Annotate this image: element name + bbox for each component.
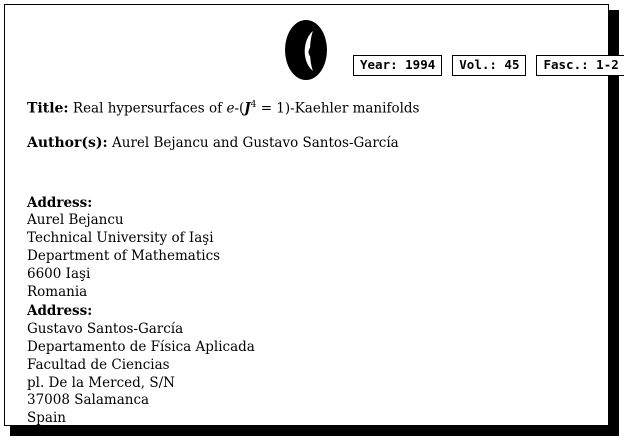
page-frame — [4, 4, 619, 427]
authors-line — [27, 136, 587, 151]
address-label-1: Address: — [27, 194, 93, 211]
title-math-j: J — [244, 100, 251, 117]
title-math-paren: -( — [234, 100, 245, 117]
address-line: Aurel Bejancu — [27, 212, 124, 229]
title-text-after: -Kaehler manifolds — [290, 100, 420, 117]
authors-text: Aurel Bejancu and Gustavo Santos-García — [112, 135, 399, 151]
address-line: Technical University of Iaşi — [27, 230, 214, 247]
title-text-before: Real hypersurfaces of — [72, 100, 227, 117]
address-line: 6600 Iaşi — [27, 265, 91, 282]
address-line: Romania — [27, 283, 88, 300]
document-content — [27, 101, 587, 430]
address-block-2 — [27, 303, 587, 428]
address-line: 37008 Salamanca — [27, 392, 150, 409]
address-label-2: Address: — [27, 303, 93, 320]
metadata-row — [353, 55, 624, 76]
address-line: Department of Mathematics — [27, 247, 221, 264]
title-math-eq: = 1) — [256, 100, 291, 117]
title-label: Title: — [27, 100, 69, 117]
volume-box: Vol.: 45 — [452, 55, 526, 76]
year-box: Year: 1994 — [353, 55, 442, 76]
title-line — [27, 101, 587, 116]
address-line: Facultad de Ciencias — [27, 356, 170, 373]
fascicle-box: Fasc.: 1-2 — [536, 55, 624, 76]
authors-label: Author(s): — [27, 135, 108, 151]
address-block-1 — [27, 195, 587, 302]
address-line: Departamento de Física Aplicada — [27, 339, 255, 355]
address-line: Spain — [27, 410, 66, 427]
title-math-exponent: 4 — [250, 100, 257, 110]
address-line: Gustavo Santos-García — [27, 321, 184, 338]
address-line: pl. De la Merced, S/N — [27, 374, 175, 391]
title-math-e: e — [226, 100, 235, 117]
journal-logo-icon — [283, 19, 329, 81]
